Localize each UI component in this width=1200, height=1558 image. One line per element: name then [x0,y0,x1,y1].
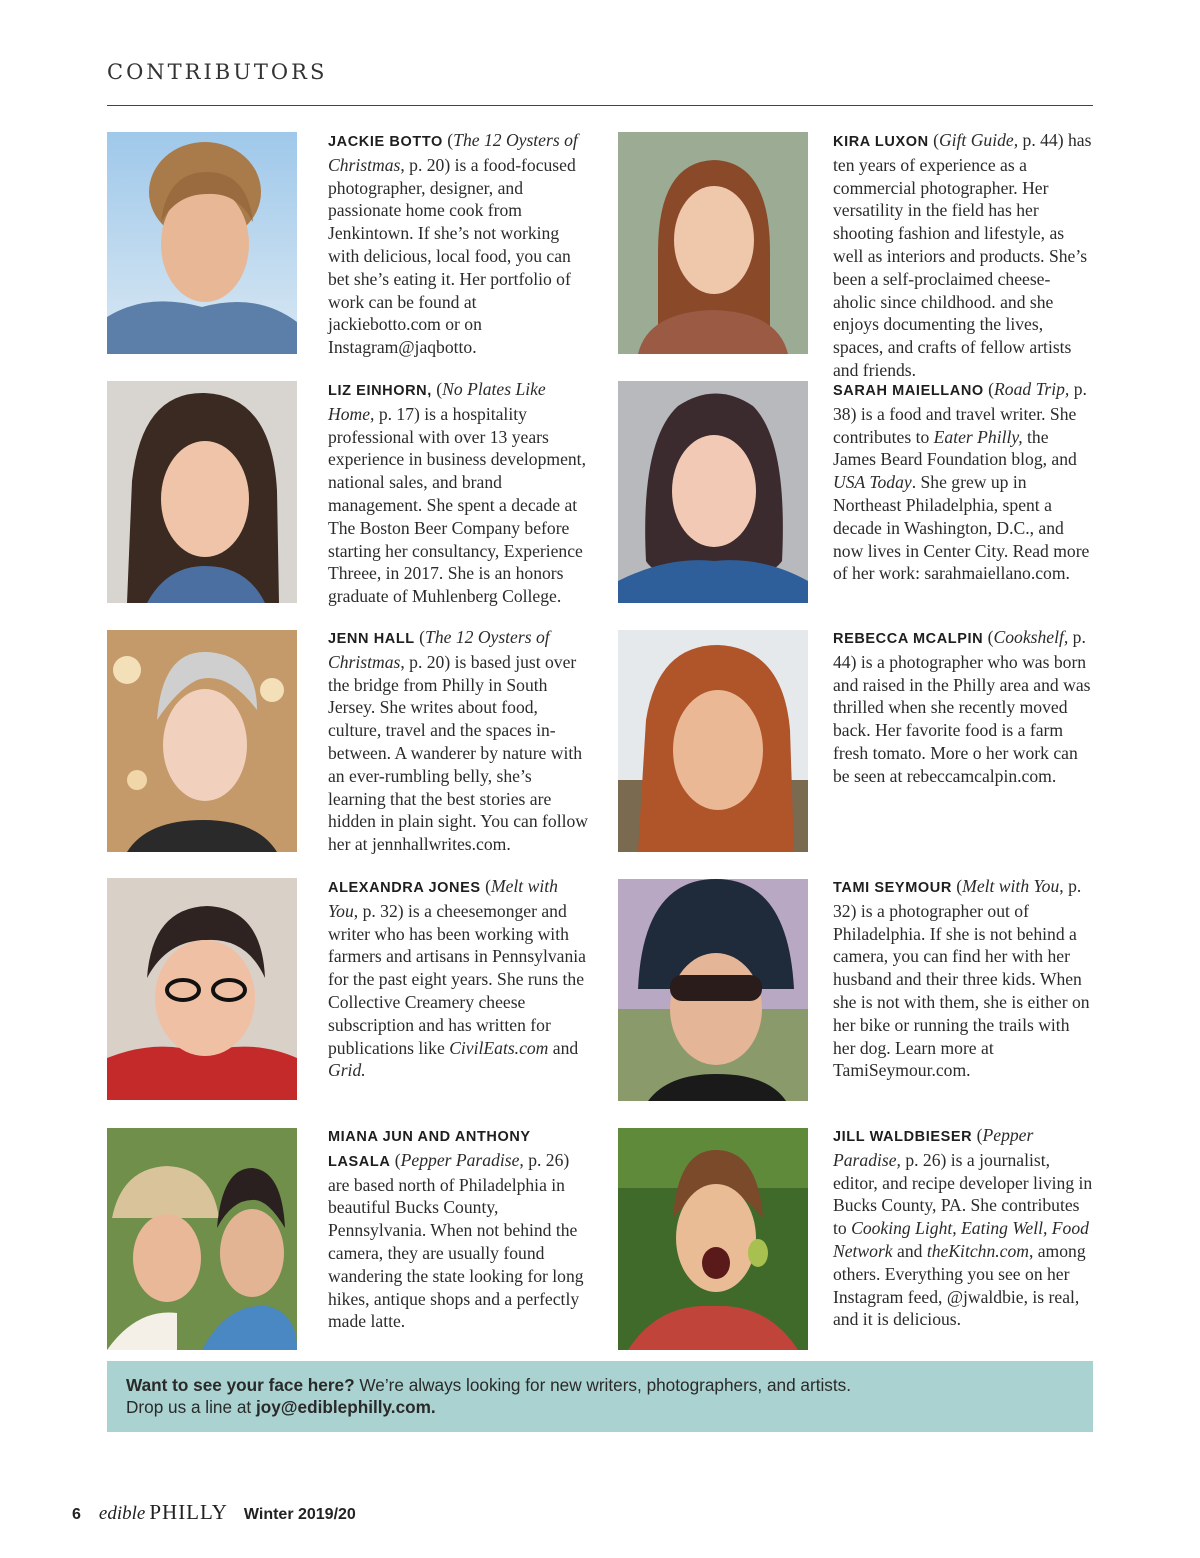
contributor-photo-kira-luxon [618,132,808,354]
contributor-name: KIRA LUXON [833,134,929,150]
contributor-photo-liz-einhorn [107,381,297,603]
contributor-photo-jackie-botto [107,132,297,354]
page-title: CONTRIBUTORS [107,60,328,84]
contributor-name: JENN HALL [328,631,415,647]
contributor-name: LIZ EINHORN, [328,383,432,399]
contributor-photo-miana-jun-and-anthony-lasala [107,1128,297,1350]
contributor-photo-rebecca-mcalpin [618,630,808,852]
contributor-photo-tami-seymour [618,879,808,1101]
contact-email-link[interactable]: joy@ediblephilly.com. [255,1397,436,1417]
contributor-bio: KIRA LUXON (Gift Guide, p. 44) has ten years of experience as a commercial photographer. Her versatility in the field has her shooting fashion and lifestyle, as well as interiors and products. She’s been a self-proclaimed cheese-aholic since childhood. and she enjoys documenting the lives, spaces, and crafts of fellow artists and friends. [833,130,1092,380]
contributor-name: SARAH MAIELLANO [833,383,984,399]
contributor-bio: REBECCA MCALPIN (Cookshelf, p. 44) is a photographer who was born and raised in the Philly area and was thrilled when she recently moved back. Her favorite food is a farm fresh tomato. More o her work can be seen at rebeccamcalpin.com. [833,627,1091,786]
contributor-name: JACKIE BOTTO [328,134,443,150]
contributor-bio: LIZ EINHORN, (No Plates Like Home, p. 17) is a hospitality professional with over 13 years experience in business development, national sales, and brand management. She spent a decade at The Boston Beer Company before starting her consultancy, Experience Threee, in 2017. She is an honors graduate of Muhlenberg College. [328,379,586,607]
contributor-bio: MIANA JUN AND ANTHONY LASALA (Pepper Paradise, p. 26) are based north of Philadelphia in beautiful Bucks County, Pennsylvania. When not behind the camera, they are usually found wandering the state looking for long hikes, antique shops and a perfectly made latte. [328,1129,584,1332]
heading-rule [107,105,1093,106]
contributor-name: ALEXANDRA JONES [328,880,481,896]
callout-line-2: Drop us a line at joy@ediblephilly.com. [126,1397,436,1417]
contributor-bio: ALEXANDRA JONES (Melt with You, p. 32) is a cheesemonger and writer who has been working with farmers and artisans in Pennsylvania for the past eight years. She runs the Collective Creamery cheese subscription and has written for publications like CivilEats.com and Grid. [328,876,586,1081]
callout-line-1: Want to see your face here? We’re always looking for new writers, photographers, and artists. [126,1375,852,1395]
contributor-bio: JACKIE BOTTO (The 12 Oysters of Christmas, p. 20) is a food-focused photographer, designer, and passionate home cook from Jenkintown. If she’s not working with delicious, local food, you can bet she’s eating it. Her portfolio of work can be found at jackiebotto.com or on Instagram@jaqbotto. [328,130,578,358]
contributor-name: MIANA JUN AND ANTHONY LASALA [328,1129,531,1170]
contributor-photo-sarah-maiellano [618,381,808,603]
contributor-bio: JILL WALDBIESER (Pepper Paradise, p. 26) is a journalist, editor, and recipe developer living in Bucks County, PA. She contributes to Cooking Light, Eating Well, Food Network and theKitchn.com, among others. Everything you see on her Instagram feed, @jwaldbie, is real, and it is delicious. [833,1125,1093,1330]
page-number: 6 [72,1506,81,1523]
contributor-bio: SARAH MAIELLANO (Road Trip, p. 38) is a food and travel writer. She contributes to Eater Philly, the James Beard Foundation blog, and USA Today. She grew up in Northeast Philadelphia, spent a decade in Washington, D.C., and now lives in Center City. Read more of her work: sarahmaiellano.com. [833,379,1090,584]
contributor-name: JILL WALDBIESER [833,1129,973,1145]
contributor-bio: TAMI SEYMOUR (Melt with You, p. 32) is a photographer out of Philadelphia. If she is not behind a camera, you can find her with her husband and their three kids. When she is not with them, she is either on her bike or running the trails with her dog. Learn more at TamiSeymour.com. [833,876,1090,1081]
magazine-brand: edible [98,1503,146,1524]
contributor-photo-alexandra-jones [107,878,297,1100]
contributor-name: TAMI SEYMOUR [833,880,952,896]
contribute-callout [107,1361,1093,1432]
contributor-photo-jill-waldbieser [618,1128,808,1350]
contributor-photo-jenn-hall [107,630,297,852]
magazine-brand-caps: PHILLY [149,1500,228,1524]
issue-label: Winter 2019/20 [243,1506,356,1523]
contributor-name: REBECCA MCALPIN [833,631,984,647]
contributor-bio: JENN HALL (The 12 Oysters of Christmas, p. 20) is based just over the bridge from Philly in South Jersey. She writes about food, culture, travel and the spaces in-between. A wanderer by nature with an ever-rumbling belly, she’s learning that the best stories are hidden in plain sight. You can follow her at jennhallwrites.com. [328,627,588,855]
page-footer [72,1500,356,1525]
